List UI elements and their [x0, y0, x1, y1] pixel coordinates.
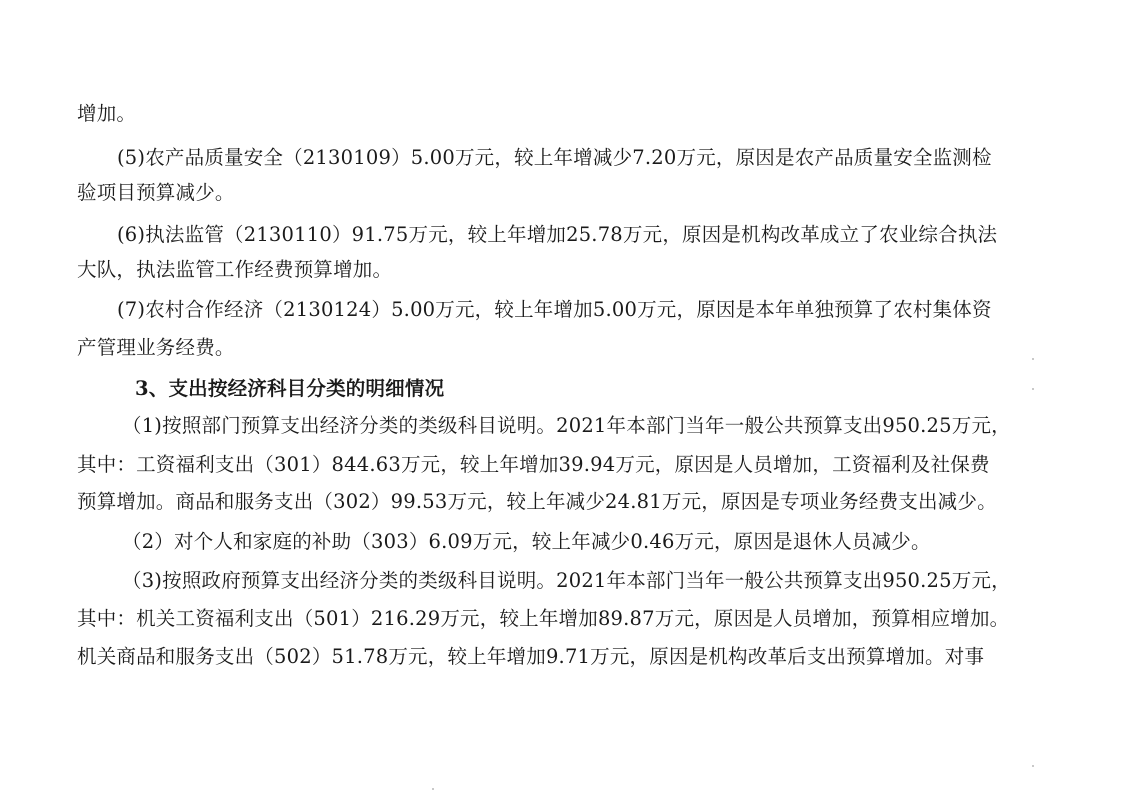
- text-line: 其中：工资福利支出（301）844.63万元，较上年增加39.94万元，原因是人员增加，工资福利及社保费: [77, 453, 990, 476]
- text-line: （2）对个人和家庭的补助（303）6.09万元，较上年减少0.46万元，原因是退休人员减少。: [122, 530, 931, 553]
- text-line: 大队，执法监管工作经费预算增加。: [77, 258, 393, 281]
- scan-dot: [432, 788, 434, 790]
- text-line: 机关商品和服务支出（502）51.78万元，较上年增加9.71万元，原因是机构改革后支出预算增加。对事: [77, 645, 985, 668]
- text-line: 验项目预算减少。: [77, 181, 235, 204]
- section-heading: 3、支出按经济科目分类的明细情况: [135, 377, 445, 400]
- scan-dot: [1032, 388, 1034, 390]
- text-line: (5)农产品质量安全（2130109）5.00万元，较上年增减少7.20万元，原因是农产品质量安全监测检: [117, 146, 992, 169]
- text-line: (7)农村合作经济（2130124）5.00万元，较上年增加5.00万元，原因是本年单独预算了农村集体资: [117, 298, 992, 321]
- text-line: 产管理业务经费。: [77, 336, 235, 359]
- text-line: (6)执法监管（2130110）91.75万元，较上年增加25.78万元，原因是机构改革成立了农业综合执法: [117, 223, 998, 246]
- scan-dot: [1032, 358, 1034, 360]
- scan-dot: [1032, 765, 1034, 767]
- text-line: 其中：机关工资福利支出（501）216.29万元，较上年增加89.87万元，原因是人员增加，预算相应增加。: [77, 607, 1010, 630]
- text-line: （1)按照部门预算支出经济分类的类级科目说明。2021年本部门当年一般公共预算支出950.25万元，: [122, 414, 1011, 437]
- text-line: 预算增加。商品和服务支出（302）99.53万元，较上年减少24.81万元，原因是专项业务经费支出减少。: [77, 490, 997, 513]
- text-line: （3)按照政府预算支出经济分类的类级科目说明。2021年本部门当年一般公共预算支出950.25万元，: [122, 569, 1011, 592]
- text-line: 增加。: [77, 102, 137, 125]
